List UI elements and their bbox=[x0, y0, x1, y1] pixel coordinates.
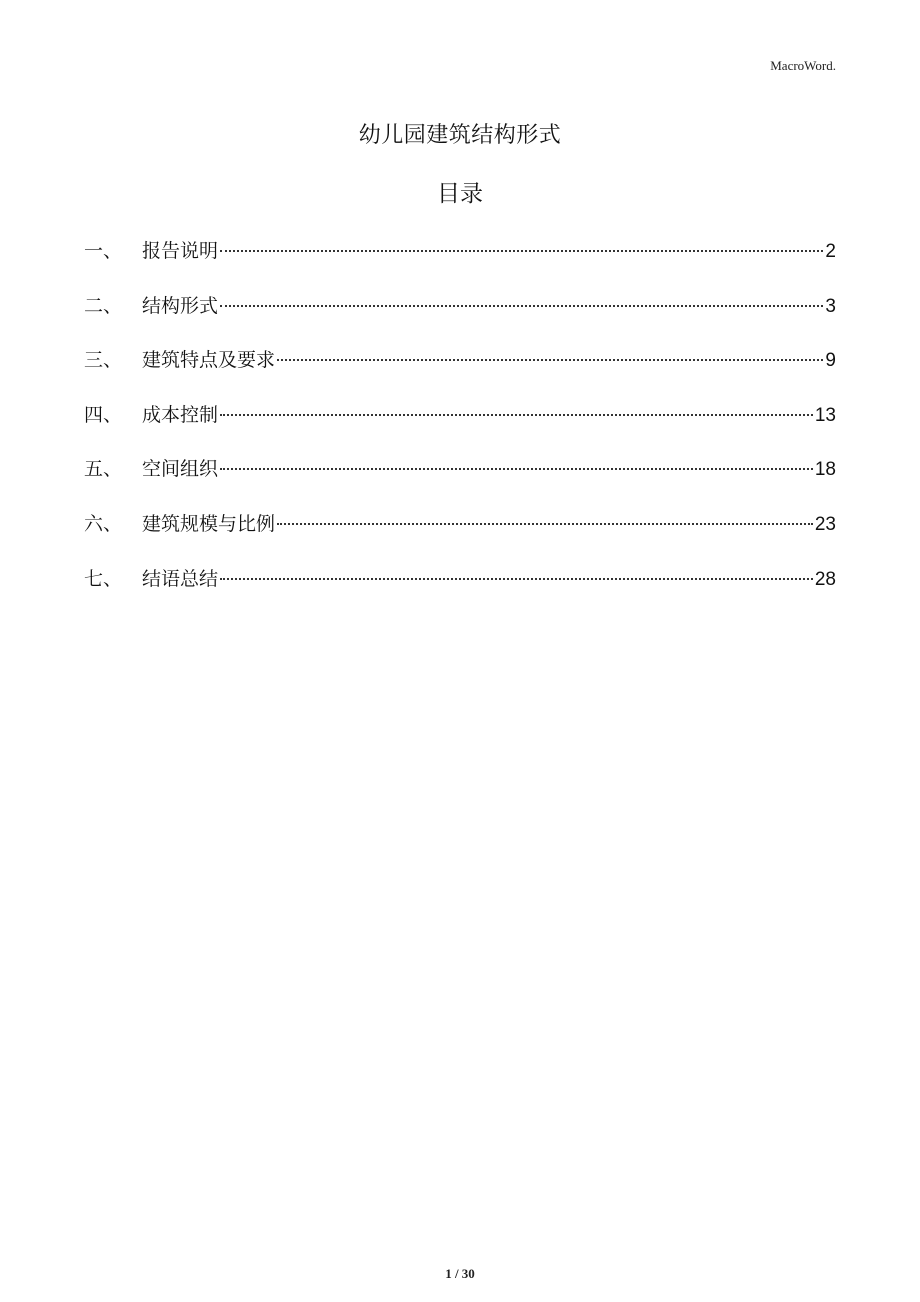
toc-dot-leader bbox=[220, 468, 813, 470]
toc-dot-leader bbox=[277, 359, 823, 361]
toc-entry-page[interactable]: 2 bbox=[825, 241, 836, 262]
toc-dot-leader bbox=[220, 578, 813, 580]
toc-dot-leader bbox=[220, 414, 813, 416]
toc-entry-number: 二、 bbox=[84, 294, 123, 317]
toc-entry-label[interactable]: 空间组织 bbox=[142, 458, 219, 481]
page-indicator: 1 / 30 bbox=[445, 1266, 475, 1281]
toc-entry-label[interactable]: 建筑规模与比例 bbox=[142, 512, 276, 535]
toc-dot-leader bbox=[277, 523, 813, 525]
toc-entry-number: 五、 bbox=[84, 458, 123, 481]
toc-entry-page[interactable]: 13 bbox=[814, 404, 836, 426]
header-brand: MacroWord. bbox=[770, 58, 836, 73]
toc-heading: 目录 bbox=[437, 181, 483, 207]
toc-entry-label[interactable]: 建筑特点及要求 bbox=[142, 349, 276, 372]
toc-entry-page[interactable]: 28 bbox=[814, 568, 836, 590]
toc-dot-leader bbox=[220, 305, 823, 307]
toc-entry-number: 七、 bbox=[84, 567, 123, 590]
toc-entry[interactable] bbox=[84, 505, 836, 560]
toc-entry-number: 一、 bbox=[84, 240, 123, 262]
toc-entry-number: 三、 bbox=[84, 349, 123, 372]
document-title: 幼儿园建筑结构形式 bbox=[358, 123, 562, 148]
toc-dot-leader bbox=[220, 250, 823, 252]
toc-entry-label[interactable]: 成本控制 bbox=[142, 403, 219, 426]
toc-entry-page[interactable]: 9 bbox=[825, 350, 836, 372]
toc-entry-number: 四、 bbox=[84, 403, 123, 426]
toc-entry-label[interactable]: 结构形式 bbox=[142, 294, 219, 317]
toc-entry[interactable] bbox=[84, 396, 836, 451]
table-of-contents bbox=[84, 232, 836, 614]
toc-entry-label[interactable]: 报告说明 bbox=[142, 240, 219, 262]
toc-entry-number: 六、 bbox=[84, 512, 123, 535]
toc-entry-label[interactable]: 结语总结 bbox=[142, 567, 219, 590]
toc-entry[interactable] bbox=[84, 232, 836, 287]
toc-entry-page[interactable]: 3 bbox=[825, 295, 836, 317]
toc-entry[interactable] bbox=[84, 450, 836, 505]
toc-entry[interactable] bbox=[84, 287, 836, 342]
toc-entry[interactable] bbox=[84, 560, 836, 615]
toc-entry-page[interactable]: 23 bbox=[814, 513, 836, 535]
toc-entry-page[interactable]: 18 bbox=[814, 459, 836, 481]
toc-entry[interactable] bbox=[84, 341, 836, 396]
